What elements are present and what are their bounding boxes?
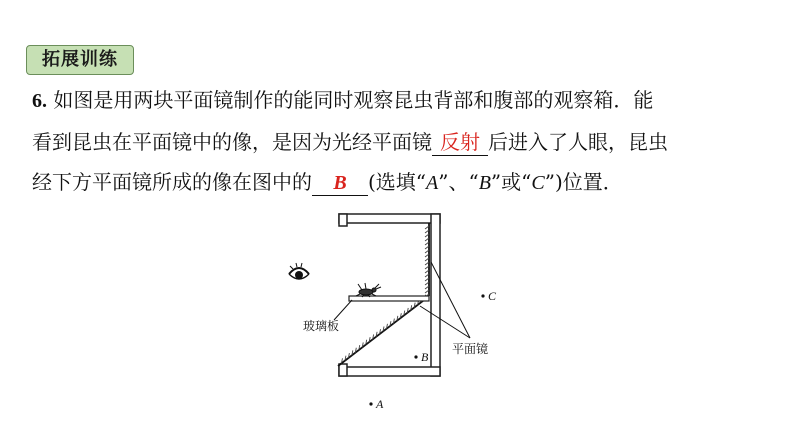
insect-icon [356,283,381,297]
point-b-label: B [421,350,429,364]
answer-1: 反射 [440,130,480,154]
vertical-mirror [425,223,429,297]
glass-plate-label: 玻璃板 [303,319,340,333]
inclined-mirror [338,295,428,366]
option-close: ”)位置． [544,170,623,194]
question-text-2b: 后进入了人眼，昆虫 [488,130,668,154]
option-sep-2: ”或“ [490,170,532,194]
mirror-label: 平面镜 [452,342,489,356]
option-b: B [478,172,491,194]
question-text-3a: 经下方平面镜所成的像在图中的 [32,170,312,194]
point-c [481,289,497,303]
point-a-label: A [376,397,384,411]
mirror-leader-2 [420,306,470,338]
question-number: 6. [32,90,47,112]
answer-2: B [333,172,347,194]
eye-icon [289,263,309,279]
point-c-label: C [488,289,497,303]
section-tag: 拓展训练 [26,45,134,75]
point-b [414,350,429,364]
question-text-1: 如图是用两块平面镜制作的能同时观察昆虫背部和腹部的观察箱．能 [53,88,654,112]
question-text-2a: 看到昆虫在平面镜中的像，是因为光经平面镜 [32,130,432,154]
option-c: C [531,172,545,194]
option-a: A [426,172,439,194]
option-open: (选填“ [368,170,427,194]
glass-plate-leader [334,300,352,320]
glass-plate [349,296,429,301]
option-sep-1: ”、“ [438,170,479,194]
point-a [369,397,384,411]
